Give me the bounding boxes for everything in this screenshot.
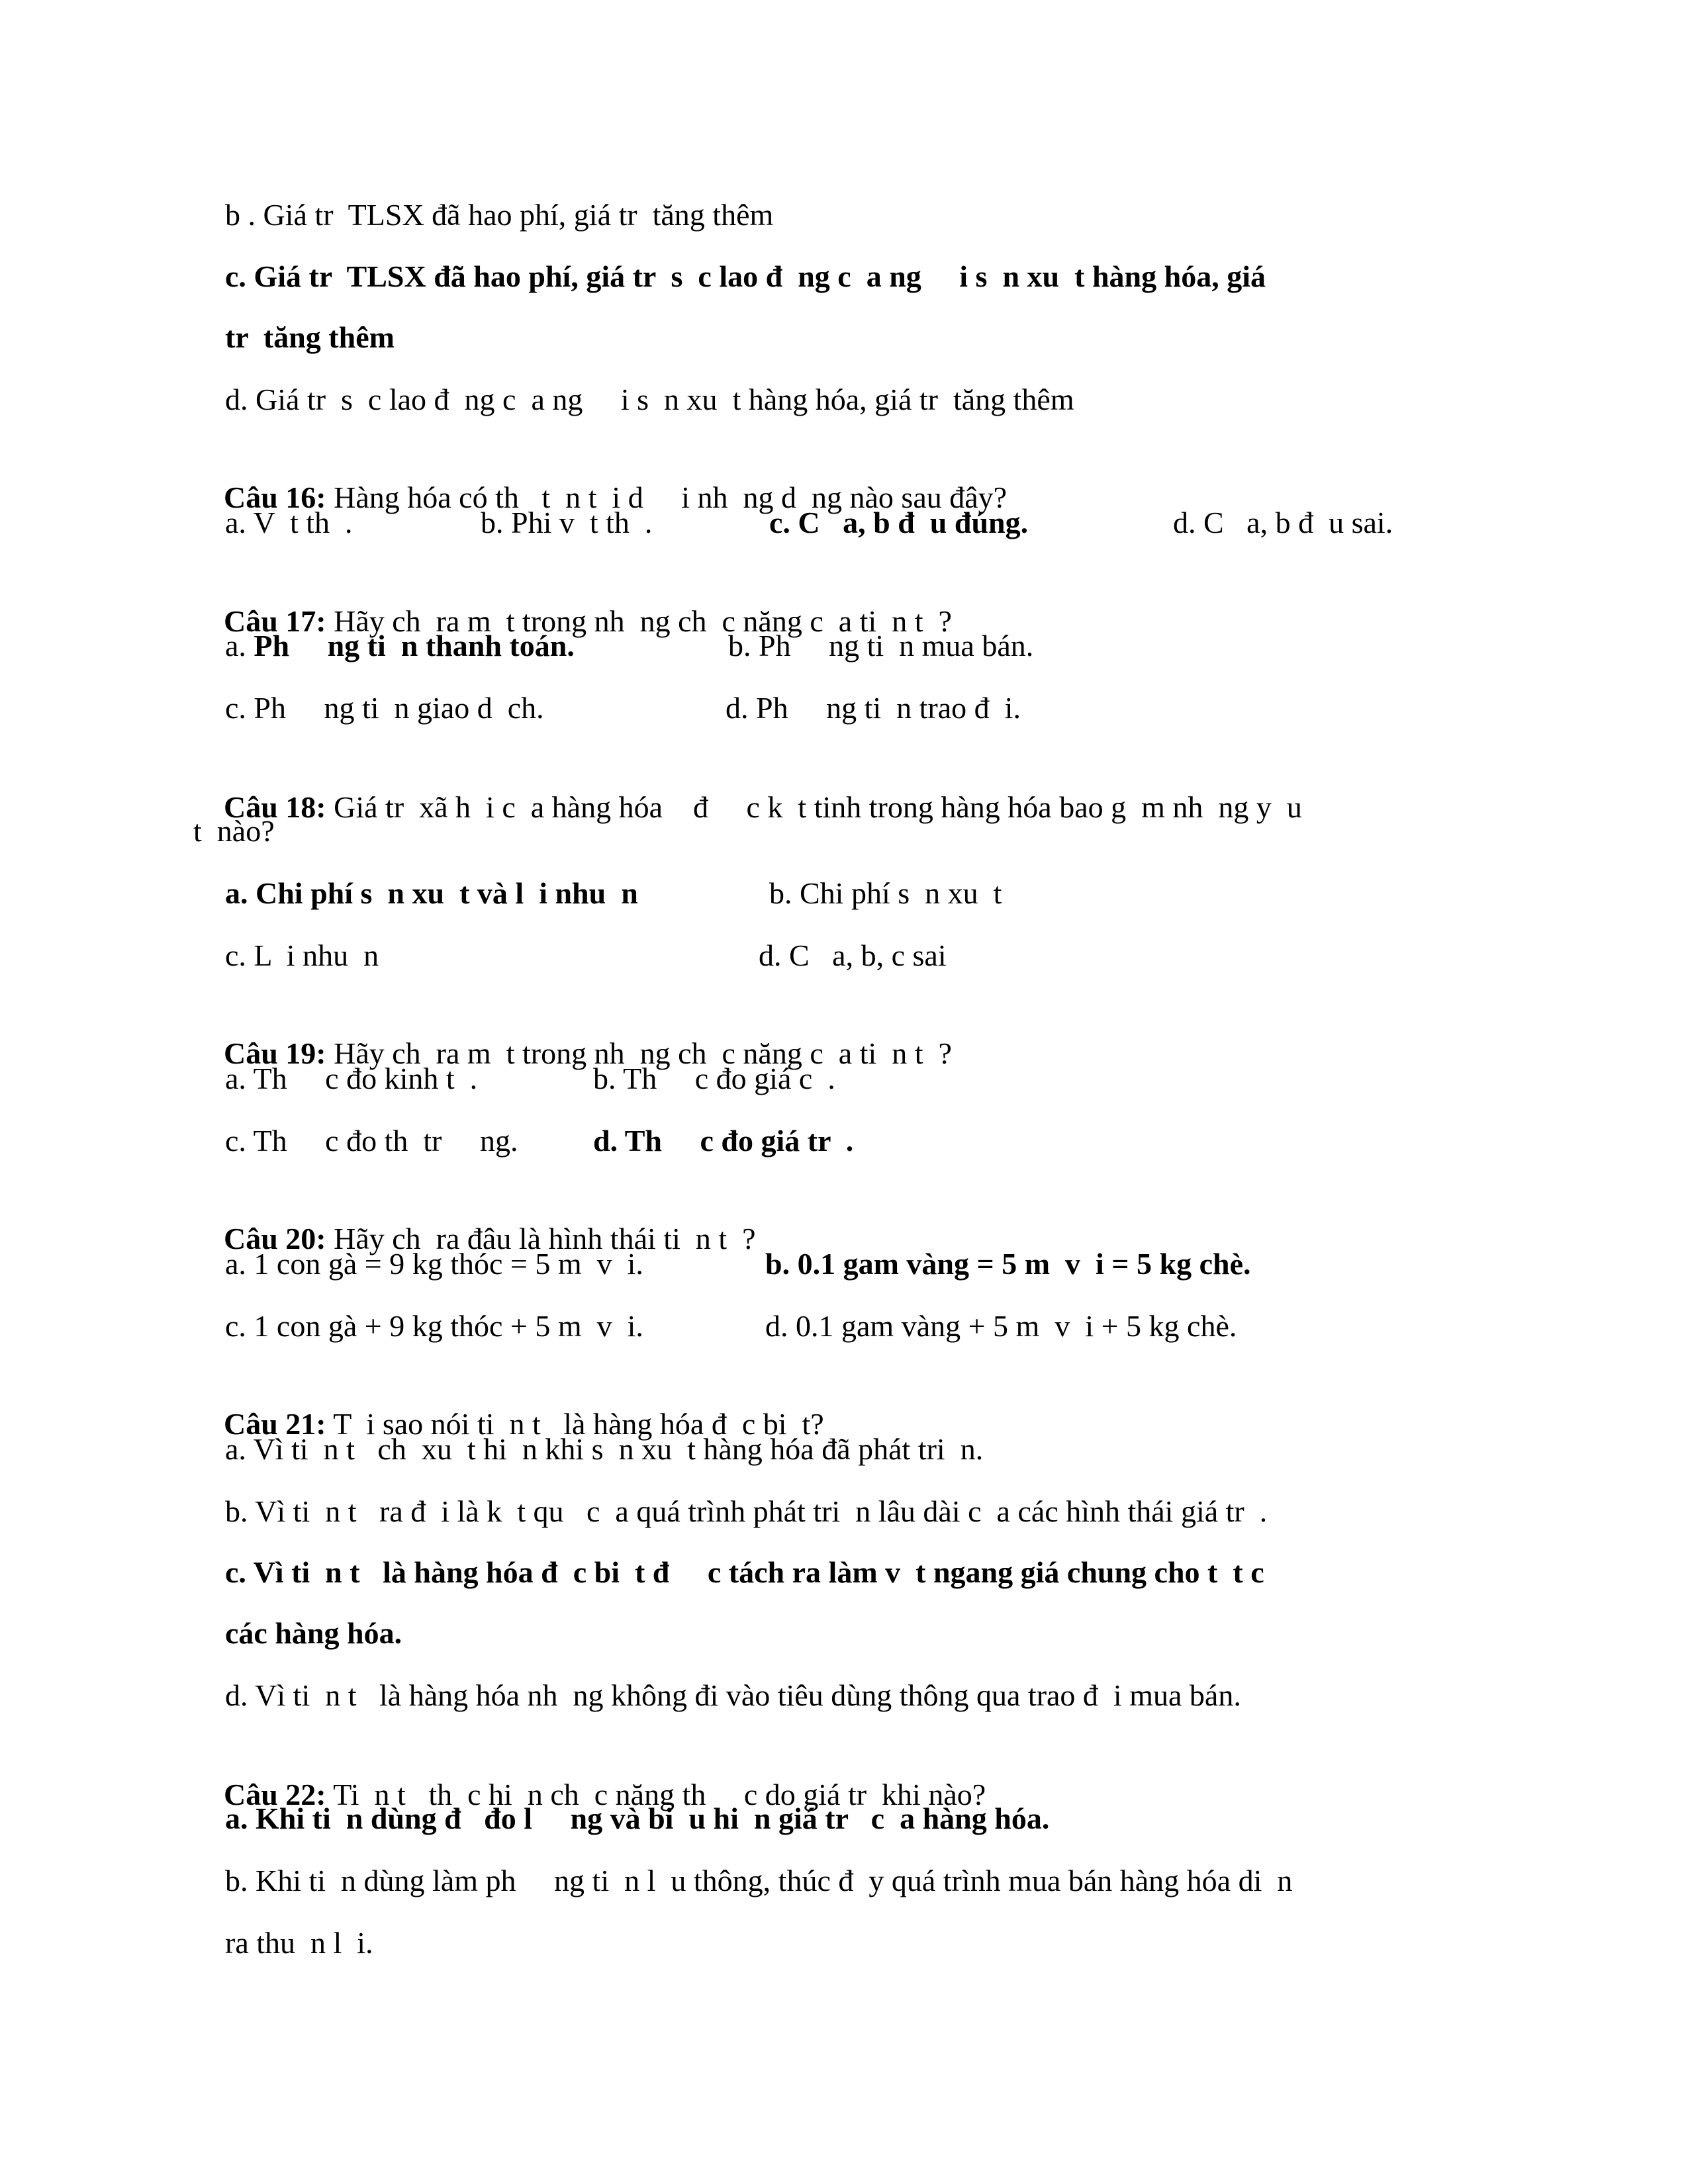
option-17d: d. Ph ng ti n trao đ i.: [726, 691, 1021, 725]
option-20c: c. 1 con gà + 9 kg thóc + 5 m v i.: [225, 1309, 643, 1343]
question-18-cont: t nào?: [193, 814, 275, 848]
question-16-label: Câu 16:: [224, 480, 326, 514]
option-21c: c. Vì ti n t là hàng hóa đ c bi t đ c tách ra làm v t ngang giá chung cho t t c: [225, 1555, 1264, 1589]
option-17a: [225, 627, 575, 664]
option-17c: c. Ph ng ti n giao d ch.: [225, 691, 544, 725]
option-17b: b. Ph ng ti n mua bán.: [728, 629, 1034, 662]
option-20a: a. 1 con gà = 9 kg thóc = 5 m v i.: [225, 1247, 643, 1281]
option-15d: d. Giá tr s c lao đ ng c a ng i s n xu t hàng hóa, giá tr tăng thêm: [225, 383, 1074, 416]
question-17-label: Câu 17:: [224, 604, 326, 638]
option-18c: c. L i nhu n: [225, 938, 379, 972]
question-18-label: Câu 18:: [224, 790, 326, 824]
option-16a: a. V t th .: [225, 506, 353, 539]
option-19c: c. Th c đo th tr ng.: [225, 1124, 518, 1158]
option-22a: a. Khi ti n dùng đ đo l ng và bi u hi n giá tr c a hàng hóa.: [225, 1801, 1050, 1835]
question-17-text: Hãy ch ra m t trong nh ng ch c năng c a ti n t ?: [326, 604, 952, 638]
question-19-label: Câu 19:: [224, 1036, 326, 1070]
option-18a: a. Chi phí s n xu t và l i nhu n: [225, 876, 638, 910]
option-21d: d. Vì ti n t là hàng hóa nh ng không đi vào tiêu dùng thông qua trao đ i mua bán.: [225, 1678, 1241, 1712]
option-17a-letter: a.: [225, 629, 254, 662]
option-22b: b. Khi ti n dùng làm ph ng ti n l u thông, thúc đ y quá trình mua bán hàng hóa di n: [225, 1864, 1293, 1897]
option-21c-cont: các hàng hóa.: [225, 1616, 402, 1650]
option-21a: a. Vì ti n t ch xu t hi n khi s n xu t hàng hóa đã phát tri n.: [225, 1432, 984, 1466]
option-16d: d. C a, b đ u sai.: [1173, 506, 1393, 539]
option-19a: a. Th c đo kinh t .: [225, 1062, 478, 1095]
question-20-label: Câu 20:: [224, 1222, 326, 1255]
question-18: [193, 752, 1302, 863]
question-22-label: Câu 22:: [224, 1778, 326, 1811]
question-22-text: Ti n t th c hi n ch c năng th c do giá tr khi nào?: [326, 1778, 986, 1811]
option-22b-cont: ra thu n l i.: [225, 1926, 373, 1960]
option-19b: b. Th c đo giá c .: [593, 1062, 835, 1095]
question-18-text: Giá tr xã h i c a hàng hóa đ c k t tinh trong hàng hóa bao g m nh ng y u: [326, 790, 1302, 824]
option-18d: d. C a, b, c sai: [759, 938, 947, 972]
option-18b: b. Chi phí s n xu t: [769, 876, 1002, 910]
option-19d: d. Th c đo giá tr .: [593, 1124, 854, 1158]
option-16c: c. C a, b đ u đúng.: [769, 506, 1029, 539]
option-17a-text: Ph ng ti n thanh toán.: [254, 629, 575, 662]
option-15c: c. Giá tr TLSX đã hao phí, giá tr s c lao đ ng c a ng i s n xu t hàng hóa, giá: [225, 259, 1266, 293]
option-20d: d. 0.1 gam vàng + 5 m v i + 5 kg chè.: [765, 1309, 1237, 1343]
option-21b: b. Vì ti n t ra đ i là k t qu c a quá trình phát tri n lâu dài c a các hình thái giá tr .: [225, 1494, 1268, 1528]
question-20-text: Hãy ch ra đâu là hình thái ti n t ?: [326, 1222, 756, 1255]
option-16b: b. Phi v t th .: [481, 506, 653, 539]
option-15c-cont: tr tăng thêm: [225, 320, 395, 354]
question-21-label: Câu 21:: [224, 1407, 326, 1441]
question-21-text: T i sao nói ti n t là hàng hóa đ c bi t?: [326, 1407, 824, 1441]
option-15b: b . Giá tr TLSX đã hao phí, giá tr tăng thêm: [225, 198, 774, 232]
question-19-text: Hãy ch ra m t trong nh ng ch c năng c a ti n t ?: [326, 1036, 952, 1070]
question-16-text: Hàng hóa có th t n t i d i nh ng d ng nào sau đây?: [326, 480, 1008, 514]
option-20b: b. 0.1 gam vàng = 5 m v i = 5 kg chè.: [765, 1247, 1251, 1281]
